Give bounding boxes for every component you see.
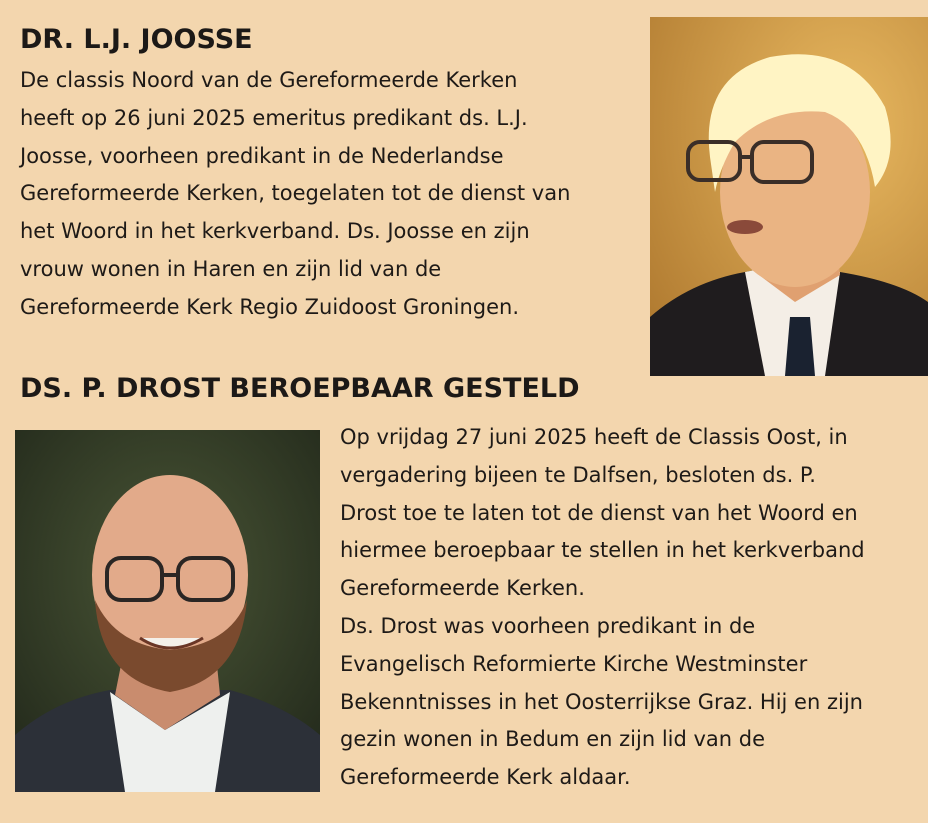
article1-body [20, 62, 570, 327]
article2-body [340, 419, 865, 797]
article2-line: Bekenntnisses in het Oosterrijkse Graz. Hij en zijn [340, 689, 863, 714]
joosse-portrait-photo [650, 17, 928, 376]
article2-line: Gereformeerde Kerken. [340, 576, 585, 601]
article1-line: vrouw wonen in Haren en zijn lid van de [20, 256, 442, 281]
article2-heading: DS. P. DROST BEROEPBAAR GESTELD [20, 373, 580, 404]
article1-line: Gereformeerde Kerk Regio Zuidoost Groningen. [20, 294, 520, 319]
article2-line: Ds. Drost was voorheen predikant in de [340, 613, 756, 638]
article1-line: De classis Noord van de Gereformeerde Kerken [20, 68, 518, 92]
article1-line: heeft op 26 juni 2025 emeritus predikant ds. L.J. [20, 105, 528, 130]
article2-line: hiermee beroepbaar te stellen in het kerkverband [340, 538, 865, 563]
drost-portrait-photo [15, 430, 320, 792]
article1-line: het Woord in het kerkverband. Ds. Joosse en zijn [20, 219, 530, 244]
article2-line: Evangelisch Reformierte Kirche Westminster [340, 651, 808, 676]
article2-line: Op vrijdag 27 juni 2025 heeft de Classis Oost, in [340, 425, 848, 449]
article1-line: Gereformeerde Kerken, toegelaten tot de dienst van [20, 181, 571, 206]
article2-line: gezin wonen in Bedum en zijn lid van de [340, 727, 766, 752]
article2-line: Drost toe te laten tot de dienst van het Woord en [340, 500, 858, 525]
article1-heading: DR. L.J. JOOSSE [20, 24, 253, 55]
article1-line: Joosse, voorheen predikant in de Nederlandse [20, 143, 504, 168]
article2-line: vergadering bijeen te Dalfsen, besloten ds. P. [340, 462, 816, 487]
article2-line: Gereformeerde Kerk aldaar. [340, 765, 631, 790]
